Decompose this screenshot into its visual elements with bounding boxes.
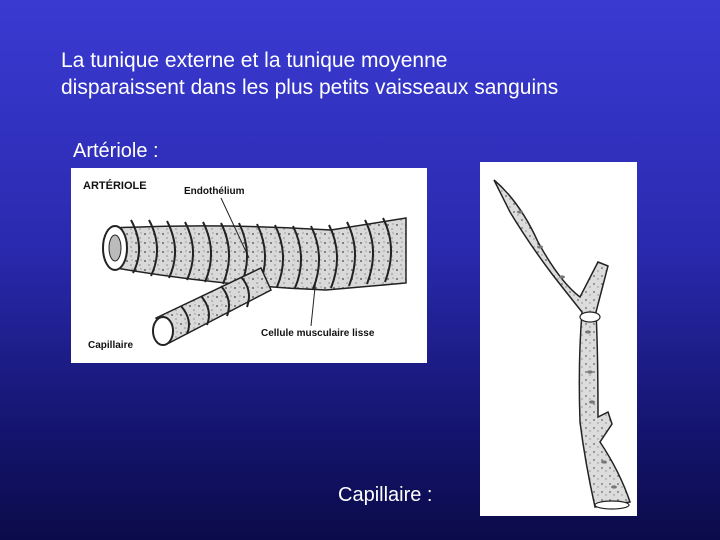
capillary-illustration [480, 162, 637, 516]
capillary-vessel [494, 180, 630, 509]
label-smooth-muscle: Cellule musculaire lisse [261, 328, 375, 339]
title-line-1: La tunique externe et la tunique moyenne [61, 49, 448, 72]
label-endothelium: Endothélium [184, 186, 245, 197]
capillary-label: Capillaire : [338, 484, 433, 506]
slide-title [61, 47, 681, 101]
figure-heading: ARTÉRIOLE [83, 180, 147, 192]
title-line-2: disparaissent dans les plus petits vaisseaux sanguins [61, 76, 559, 99]
label-capillary: Capillaire [88, 340, 134, 351]
arteriole-illustration [71, 168, 427, 363]
arteriole-label: Artériole : [73, 140, 159, 162]
